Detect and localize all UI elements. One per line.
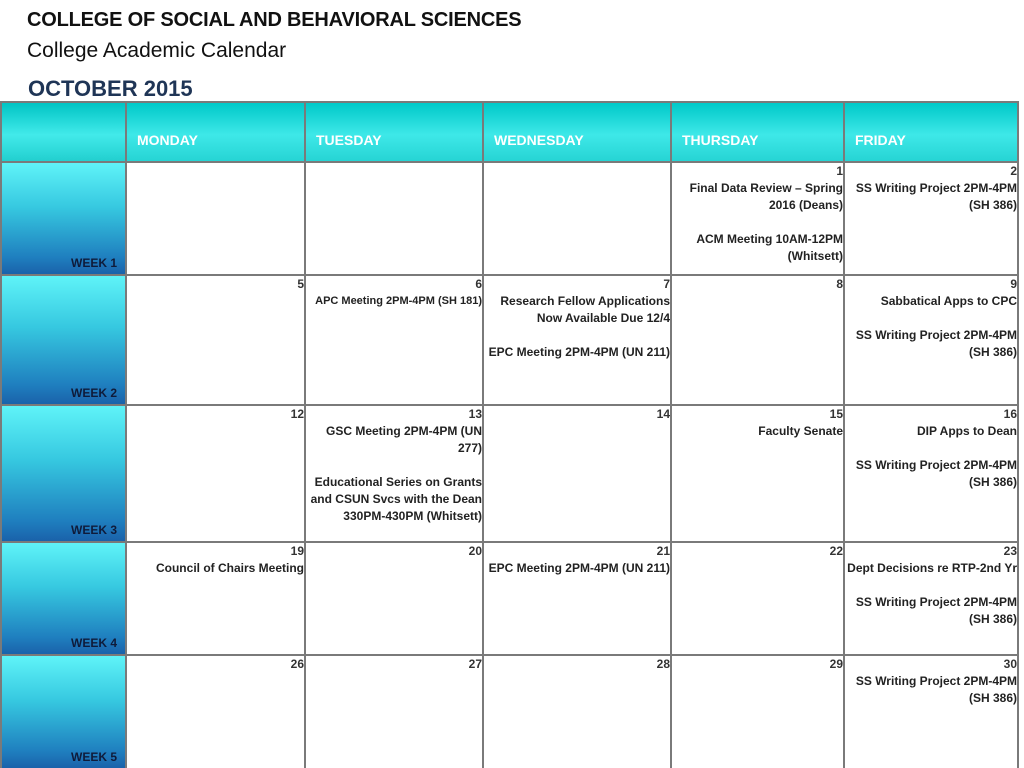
day-number: 21	[656, 544, 670, 558]
weekday-header-row	[1, 102, 1018, 162]
calendar-event: SS Writing Project 2PM-4PM (SH 386)	[855, 595, 1017, 626]
day-number: 9	[1010, 277, 1017, 291]
event-spacer	[484, 327, 670, 344]
event-spacer	[306, 457, 482, 474]
calendar-event: Final Data Review – Spring 2016 (Deans)	[689, 181, 843, 212]
day-cell-monday	[126, 275, 305, 405]
day-cell-wednesday	[483, 275, 671, 405]
day-cell-wednesday	[483, 542, 671, 655]
day-number: 1	[836, 164, 843, 178]
day-cell-thursday	[671, 655, 844, 768]
day-number: 23	[1003, 544, 1017, 558]
day-number: 30	[1003, 657, 1017, 671]
calendar-event: Faculty Senate	[758, 424, 843, 438]
day-cell-thursday	[671, 275, 844, 405]
calendar-event: ACM Meeting 10AM-12PM (Whitsett)	[696, 232, 843, 263]
day-number: 8	[836, 277, 843, 291]
day-cell-wednesday	[483, 405, 671, 542]
day-number: 26	[290, 657, 304, 671]
day-cell-monday	[126, 655, 305, 768]
week-label: WEEK 3	[71, 523, 118, 537]
calendar-event: Educational Series on Grants and CSUN Svcs with the Dean 330PM-430PM (Whitsett)	[310, 475, 482, 523]
header-friday: FRIDAY	[844, 102, 1018, 162]
week-label: WEEK 4	[71, 636, 118, 650]
day-cell-monday	[126, 162, 305, 275]
week-cell	[1, 275, 126, 405]
day-number: 15	[829, 407, 843, 421]
header-wednesday: WEDNESDAY	[483, 102, 671, 162]
day-cell-thursday	[671, 162, 844, 275]
day-cell-monday	[126, 542, 305, 655]
week-cell	[1, 405, 126, 542]
header-tuesday: TUESDAY	[305, 102, 483, 162]
day-cell-wednesday	[483, 655, 671, 768]
day-cell-friday	[844, 542, 1018, 655]
header-corner	[1, 102, 126, 162]
calendar-event: GSC Meeting 2PM-4PM (UN 277)	[325, 424, 482, 455]
day-number: 7	[663, 277, 670, 291]
calendar-event: Sabbatical Apps to CPC	[880, 294, 1017, 308]
event-spacer	[845, 310, 1017, 327]
calendar-event: SS Writing Project 2PM-4PM (SH 386)	[855, 328, 1017, 359]
day-number: 5	[297, 277, 304, 291]
week-row	[1, 275, 1018, 405]
day-cell-tuesday	[305, 655, 483, 768]
day-cell-tuesday	[305, 405, 483, 542]
day-cell-tuesday	[305, 542, 483, 655]
week-label: WEEK 2	[71, 386, 118, 400]
week-cell	[1, 162, 126, 275]
day-number: 16	[1003, 407, 1017, 421]
day-number: 14	[656, 407, 670, 421]
week-row	[1, 542, 1018, 655]
calendar-event: SS Writing Project 2PM-4PM (SH 386)	[855, 458, 1017, 489]
week-row	[1, 655, 1018, 768]
calendar-event: EPC Meeting 2PM-4PM (UN 211)	[488, 561, 670, 575]
day-cell-thursday	[671, 542, 844, 655]
calendar-event: SS Writing Project 2PM-4PM (SH 386)	[855, 674, 1017, 705]
week-cell	[1, 542, 126, 655]
day-number: 19	[290, 544, 304, 558]
day-number: 22	[829, 544, 843, 558]
day-number: 27	[468, 657, 482, 671]
calendar-event: APC Meeting 2PM-4PM (SH 181)	[315, 295, 482, 307]
calendar-event: Research Fellow Applications Now Available Due 12/4	[500, 294, 670, 325]
day-number: 13	[468, 407, 482, 421]
calendar-table	[0, 101, 1019, 768]
calendar-event: Council of Chairs Meeting	[155, 561, 304, 575]
header-monday: MONDAY	[126, 102, 305, 162]
week-cell	[1, 655, 126, 768]
day-cell-thursday	[671, 405, 844, 542]
day-cell-friday	[844, 405, 1018, 542]
day-number: 12	[290, 407, 304, 421]
day-number: 28	[656, 657, 670, 671]
event-spacer	[845, 440, 1017, 457]
calendar-subtitle: College Academic Calendar	[27, 39, 287, 62]
day-cell-friday	[844, 275, 1018, 405]
week-label: WEEK 1	[71, 256, 118, 270]
day-cell-wednesday	[483, 162, 671, 275]
college-title: COLLEGE OF SOCIAL AND BEHAVIORAL SCIENCES	[27, 9, 522, 31]
day-number: 6	[475, 277, 482, 291]
day-cell-friday	[844, 162, 1018, 275]
day-cell-tuesday	[305, 162, 483, 275]
calendar-event: EPC Meeting 2PM-4PM (UN 211)	[488, 345, 670, 359]
event-spacer	[672, 214, 843, 231]
calendar-event: SS Writing Project 2PM-4PM (SH 386)	[855, 181, 1017, 212]
calendar-event: Dept Decisions re RTP-2nd Yr	[847, 561, 1017, 575]
week-row	[1, 405, 1018, 542]
header-thursday: THURSDAY	[671, 102, 844, 162]
day-cell-monday	[126, 405, 305, 542]
day-cell-tuesday	[305, 275, 483, 405]
day-number: 2	[1010, 164, 1017, 178]
day-number: 20	[468, 544, 482, 558]
event-spacer	[845, 577, 1017, 594]
month-title: OCTOBER 2015	[28, 76, 193, 101]
week-row	[1, 162, 1018, 275]
day-cell-friday	[844, 655, 1018, 768]
week-label: WEEK 5	[71, 750, 118, 764]
day-number: 29	[829, 657, 843, 671]
calendar-event: DIP Apps to Dean	[916, 424, 1017, 438]
